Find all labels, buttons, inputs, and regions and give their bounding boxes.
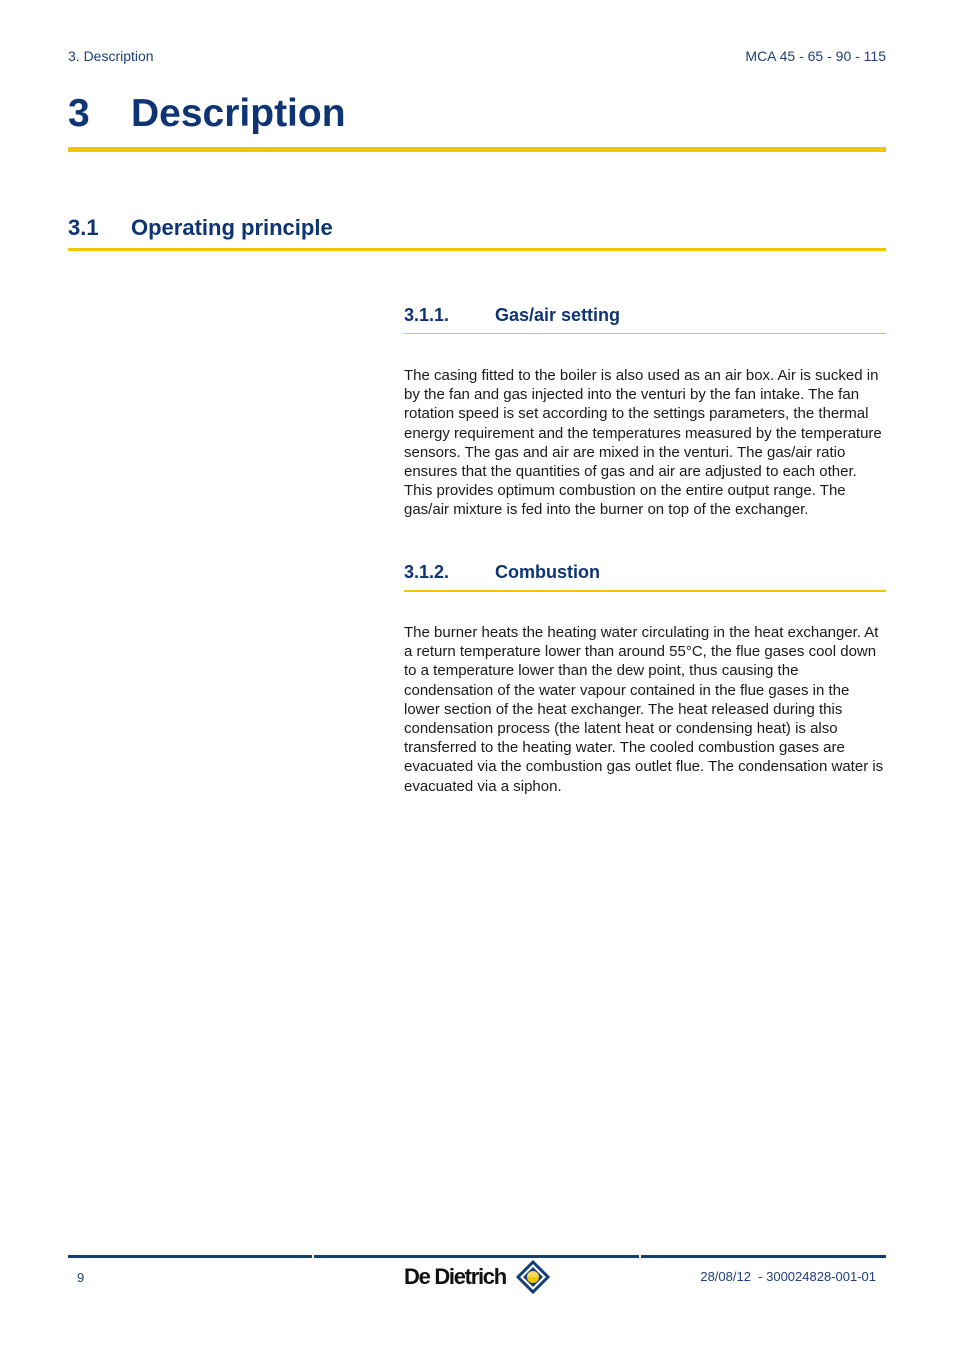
footer-rule xyxy=(68,1255,886,1258)
subsection-number: 3.1.1. xyxy=(404,305,450,325)
subsection-number: 3.1.2. xyxy=(404,562,450,582)
footer-rule-gap xyxy=(639,1255,641,1258)
subsection-title: Gas/air setting xyxy=(495,305,621,325)
diamond-logo-icon xyxy=(516,1260,550,1294)
subsection-rule xyxy=(404,590,886,592)
chapter-title: Description xyxy=(131,92,346,135)
chapter-number: 3 xyxy=(68,92,90,135)
gas-air-paragraph: The casing fitted to the boiler is also used as an air box. Air is sucked in by the fan and gas injected into the venturi by the fan intake. The fan rotation speed is set according to the settings parameters, the thermal energy requirement and the temperatures measured by the temperature sensors. The gas and air are mixed in the venturi. The gas/air ratio ensures that the quantities of gas and air are adjusted to each other. This provides optimum combustion on the entire output range. The gas/air mixture is fed into the burner on top of the exchanger. xyxy=(404,367,882,519)
section-rule xyxy=(68,248,886,251)
running-header-model: MCA 45 - 65 - 90 - 115 xyxy=(745,48,886,64)
section-number: 3.1 xyxy=(68,215,99,240)
section-title: Operating principle xyxy=(131,215,333,240)
page-number: 9 xyxy=(77,1270,85,1285)
combustion-paragraph: The burner heats the heating water circulating in the heat exchanger. At a return temperature lower than around 55°C, the flue gases cool down to a temperature lower than the dew point, thus causing the condensation of the water vapour contained in the flue gases in the lower section of the heat exchanger. The heat released during this condensation process (the latent heat or condensing heat) is also transferred to the heating water. The cooled combustion gases are evacuated via the combustion gas outlet flue. The condensation water is evacuated via a siphon. xyxy=(404,624,884,795)
document-reference: 28/08/12 - 300024828-001-01 xyxy=(700,1269,876,1284)
subsection-title: Combustion xyxy=(495,562,600,582)
subsection-rule xyxy=(404,333,886,334)
chapter-rule xyxy=(68,147,886,152)
footer-rule-gap xyxy=(312,1255,314,1258)
running-header-section: 3. Description xyxy=(68,48,154,64)
brand-wordmark: De Dietrich xyxy=(404,1264,506,1289)
